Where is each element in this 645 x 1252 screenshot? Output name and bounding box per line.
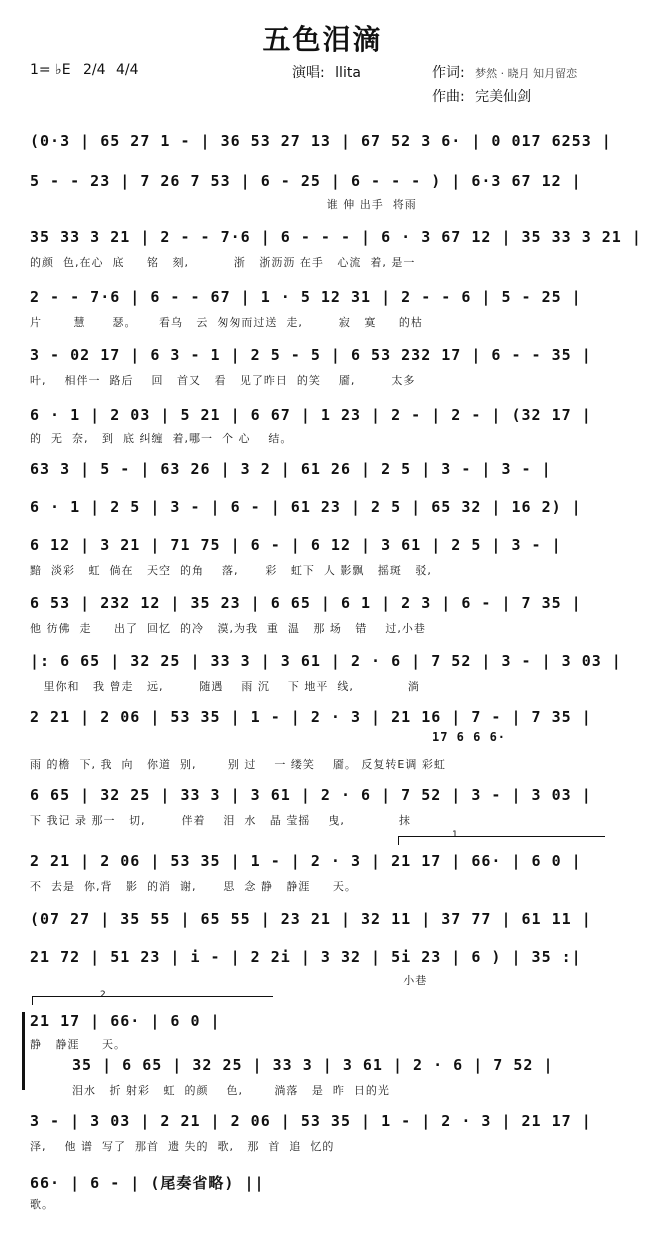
notation-line-6: 6 · 1 | 2 03 | 5 21 | 6 67 | 1 23 | 2 - | 2 - | (32 17 | <box>30 406 592 424</box>
lyric-line-20: 歌。 <box>30 1198 54 1211</box>
lyric-line-17: 静 静涯 天。 <box>30 1038 126 1051</box>
lyricist-name: 梦然 · 晓月 知月留恋 <box>475 67 578 80</box>
notation-line-4: 2 - - 7·6 | 6 - - 67 | 1 · 5 12 31 | 2 - - 6 | 5 - 25 | <box>30 288 582 306</box>
lyric-line-2: 谁 伸 出手 将雨 <box>30 198 417 211</box>
notation-line-14: 2 21 | 2 06 | 53 35 | 1 - | 2 · 3 | 21 17 | 66· | 6 0 | <box>30 852 582 870</box>
volta-1-number: 1 <box>452 830 458 840</box>
composer-credit <box>432 86 531 106</box>
singer-credit <box>292 62 361 82</box>
notation-line-20: 66· | 6 - | (尾奏省略) || <box>30 1174 265 1192</box>
composer-label: 作曲: <box>432 89 465 105</box>
notation-line-19: 3 - | 3 03 | 2 21 | 2 06 | 53 35 | 1 - | 2 · 3 | 21 17 | <box>30 1112 592 1130</box>
lyric-line-19: 泽, 他 谱 写了 那首 遗 失的 歌, 那 首 追 忆的 <box>30 1140 335 1153</box>
volta-2-number: 2 <box>100 990 106 1000</box>
notation-line-1: (0·3 | 65 27 1 - | 36 53 27 13 | 67 52 3 6· | 0 017 6253 | <box>30 132 612 150</box>
lyric-line-4: 片 慧 瑟。 看乌 云 匆匆而过送 走, 寂 寞 的枯 <box>30 316 423 329</box>
volta-2-bracket <box>32 996 273 1005</box>
system-bracket <box>22 1012 25 1090</box>
notation-line-16: 21 72 | 51 23 | i - | 2 2i | 3 32 | 5i 23 | 6 ) | 35 :| <box>30 948 582 966</box>
lyricist-label: 作词: <box>432 65 465 81</box>
lyric-line-12: 雨 的檐 下, 我 向 你道 别, 别 过 一 缕笑 靥。 反复转E调 彩虹 <box>30 758 446 771</box>
notation-line-11: |: 6 65 | 32 25 | 33 3 | 3 61 | 2 · 6 | 7 52 | 3 - | 3 03 | <box>30 652 622 670</box>
notation-line-18: 35 | 6 65 | 32 25 | 33 3 | 3 61 | 2 · 6 | 7 52 | <box>72 1056 554 1074</box>
lyric-line-10: 他 彷佛 走 出了 回忆 的冷 漠,为我 重 温 那 场 错 过,小巷 <box>30 622 426 635</box>
singer-label: 演唱: <box>292 65 325 81</box>
key-signature-text: 1= ♭E <box>30 62 71 78</box>
notation-line-17: 21 17 | 66· | 6 0 | <box>30 1012 221 1030</box>
notation-line-3: 35 33 3 21 | 2 - - 7·6 | 6 - - - | 6 · 3 67 12 | 35 33 3 21 | <box>30 228 642 246</box>
lyric-line-3: 的颜 色,在心 底 铭 刻, 浙 浙沥沥 在手 心流 着, 是一 <box>30 256 416 269</box>
key-signature <box>30 62 139 78</box>
time-signature-b: 4/4 <box>115 62 139 78</box>
notation-line-2: 5 - - 23 | 7 26 7 53 | 6 - 25 | 6 - - - ) | 6·3 67 12 | <box>30 172 582 190</box>
notation-line-15: (07 27 | 35 55 | 65 55 | 23 21 | 32 11 | 37 77 | 61 11 | <box>30 910 592 928</box>
singer-name: llita <box>335 65 361 81</box>
lyric-line-9: 黯 淡彩 虹 倘在 天空 的角 落, 彩 虹下 人 影飘 摇斑 驳, <box>30 564 432 577</box>
notation-line-13: 6 65 | 32 25 | 33 3 | 3 61 | 2 · 6 | 7 52 | 3 - | 3 03 | <box>30 786 592 804</box>
alt-ending-notes: 17 6 6 6· <box>432 730 507 744</box>
notation-line-9: 6 12 | 3 21 | 71 75 | 6 - | 6 12 | 3 61 | 2 5 | 3 - | <box>30 536 562 554</box>
time-signature-a: 2/4 <box>83 62 106 78</box>
notation-line-8: 6 · 1 | 2 5 | 3 - | 6 - | 61 23 | 2 5 | 65 32 | 16 2) | <box>30 498 582 516</box>
lyric-line-16: 小巷 <box>30 974 428 987</box>
lyric-line-11: 里你和 我 曾走 远, 随遇 雨 沉 下 地平 线, 淌 <box>30 680 420 693</box>
lyric-line-14: 不 去是 你,背 影 的消 谢, 思 念 静 静涯 天。 <box>30 880 357 893</box>
lyric-line-13: 下 我记 录 那一 切, 伴着 泪 水 晶 莹摇 曳, 抹 <box>30 814 411 827</box>
lyric-line-18: 泪水 折 射彩 虹 的颜 色, 淌落 是 昨 日的光 <box>72 1084 390 1097</box>
notation-line-7: 63 3 | 5 - | 63 26 | 3 2 | 61 26 | 2 5 | 3 - | 3 - | <box>30 460 552 478</box>
lyric-line-5: 叶, 相伴一 路后 回 首又 看 见了昨日 的笑 靥, 太多 <box>30 374 416 387</box>
composer-name: 完美仙剑 <box>475 89 532 105</box>
notation-line-5: 3 - 02 17 | 6 3 - 1 | 2 5 - 5 | 6 53 232 17 | 6 - - 35 | <box>30 346 592 364</box>
song-title: 五色泪滴 <box>262 23 383 56</box>
notation-line-10: 6 53 | 232 12 | 35 23 | 6 65 | 6 1 | 2 3 | 6 - | 7 35 | <box>30 594 582 612</box>
lyricist-credit <box>432 62 577 82</box>
volta-1-bracket <box>398 836 605 845</box>
notation-line-12: 2 21 | 2 06 | 53 35 | 1 - | 2 · 3 | 21 16 | 7 - | 7 35 | <box>30 708 592 726</box>
lyric-line-6: 的 无 奈, 到 底 纠缠 着,哪一 个 心 结。 <box>30 432 293 445</box>
